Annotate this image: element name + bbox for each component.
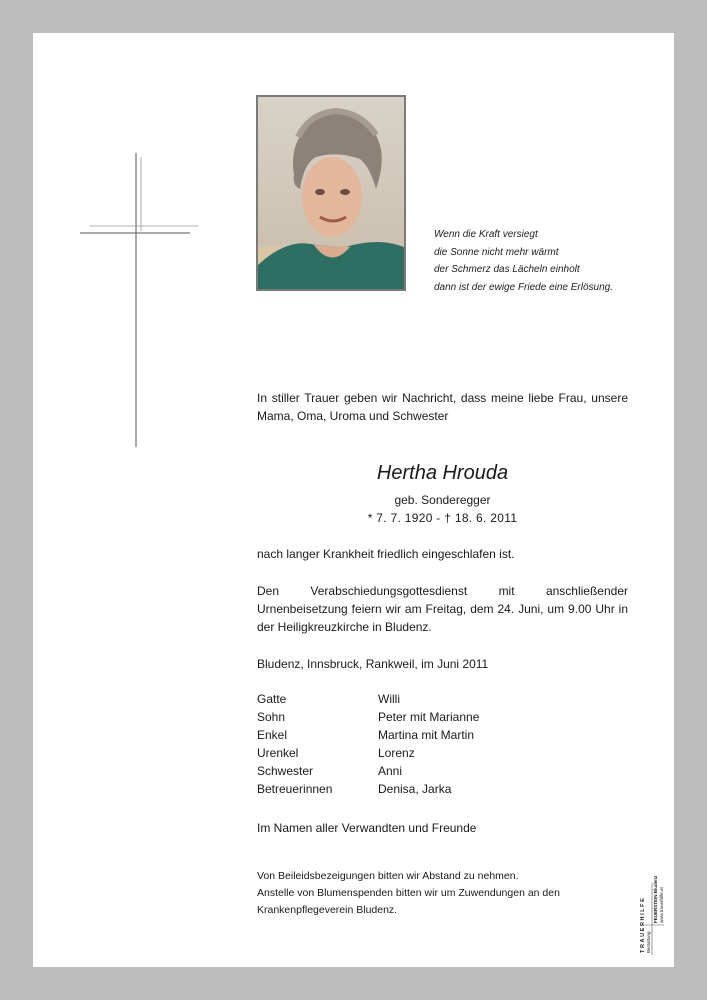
family-list — [257, 690, 628, 798]
relative-names: Denisa, Jarka — [378, 782, 452, 796]
relation: Gatte — [257, 692, 287, 706]
family-row — [257, 690, 628, 708]
maiden-name: geb. Sonderegger — [394, 493, 491, 507]
relative-names: Martina mit Martin — [378, 728, 475, 742]
closing-text: Im Namen aller Verwandten und Freunde — [257, 821, 477, 835]
deceased-name: Hertha Hrouda — [376, 462, 509, 484]
relation: Sohn — [257, 710, 286, 724]
relation: Urenkel — [257, 746, 299, 760]
poem — [434, 226, 674, 296]
logo-text: www.trauerhilfe.at — [659, 887, 664, 923]
family-row — [257, 762, 628, 780]
footer-line: Krankenpflegeverein Bludenz. — [257, 904, 398, 916]
relative-names: Willi — [378, 692, 400, 706]
intro-text: In stiller Trauer geben wir Nachricht, dass meine liebe Frau, unsere Mama, Oma, Uroma und Schwester — [257, 391, 628, 423]
portrait-photo — [256, 95, 406, 291]
relation: Betreuerinnen — [257, 782, 333, 796]
passing-text: nach langer Krankheit friedlich eingeschlafen ist. — [257, 547, 515, 561]
family-row — [257, 744, 628, 762]
footer-line: Von Beileidsbezeigungen bitten wir Abstand zu nehmen. — [257, 870, 519, 882]
poem-line: die Sonne nicht mehr wärmt — [434, 246, 559, 258]
cross-icon — [80, 153, 198, 449]
funeral-home-logo — [636, 855, 668, 955]
poem-line: der Schmerz das Lächeln einholt — [434, 264, 580, 275]
family-row — [257, 780, 628, 798]
relative-names: Anni — [378, 764, 403, 778]
place-date: Bludenz, Innsbruck, Rankweil, im Juni 2011 — [257, 657, 489, 671]
logo-text: Bestattung — [646, 931, 651, 953]
poem-line: Wenn die Kraft versiegt — [434, 229, 538, 240]
footer-line: Anstelle von Blumenspenden bitten wir um Zuwendungen an den — [257, 887, 560, 899]
logo-text: TRAUERHILFE — [640, 896, 646, 953]
footer-note — [257, 868, 637, 919]
relative-names: Peter mit Marianne — [378, 710, 480, 724]
relation: Schwester — [257, 764, 314, 778]
family-row — [257, 726, 628, 744]
poem-line: dann ist der ewige Friede eine Erlösung. — [434, 281, 613, 293]
service-text: Den Verabschiedungsgottesdienst mit anschließender Urnenbeisetzung feiern wir am Freitag, dem 24. Juni, um 9.00 Uhr in der Heiligkreuzkirche in Bludenz. — [257, 584, 628, 634]
logo-text: FEUERSTEIN Bludenz — [653, 875, 658, 923]
relative-names: Lorenz — [378, 746, 415, 760]
family-row — [257, 708, 628, 726]
relation: Enkel — [257, 728, 288, 742]
life-dates: * 7. 7. 1920 - † 18. 6. 2011 — [367, 511, 518, 525]
